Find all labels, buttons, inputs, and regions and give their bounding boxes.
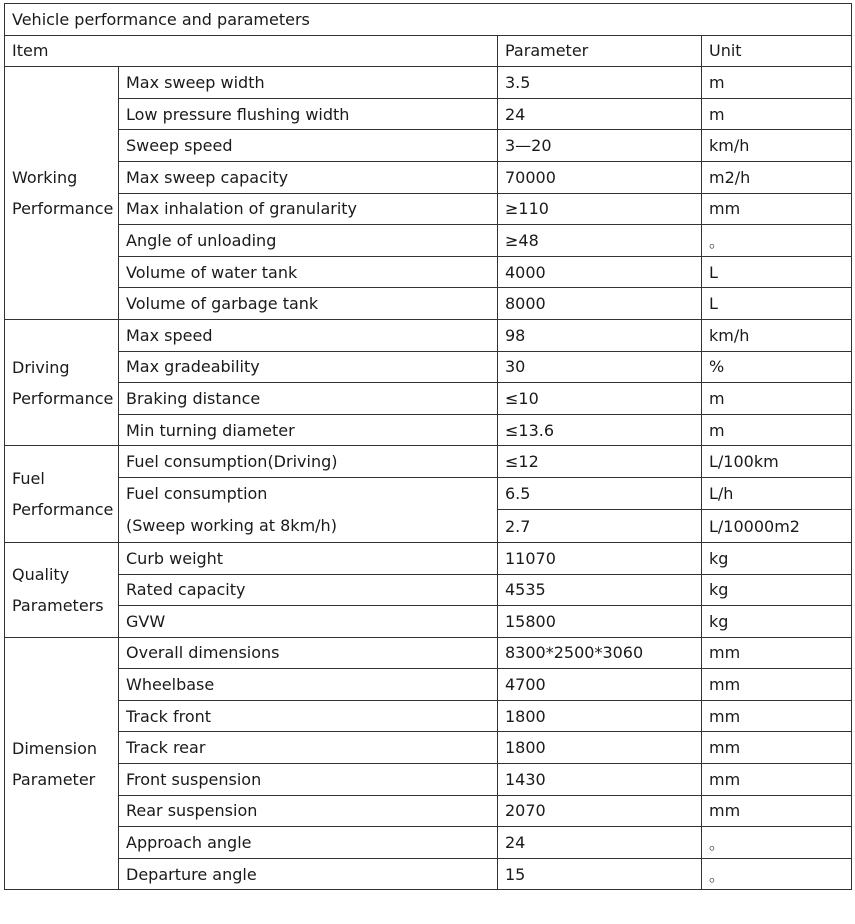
parameter-value: 8300*2500*3060 [498,637,702,669]
parameter-value: 3.5 [498,67,702,99]
header-parameter: Parameter [498,35,702,67]
parameter-value: 24 [498,98,702,130]
unit-value: mm [702,795,852,827]
parameter-value: 11070 [498,542,702,574]
item-label: Departure angle [119,858,498,890]
table-row [5,319,852,351]
table-row [5,130,852,162]
parameter-value: 24 [498,827,702,859]
table-row [5,827,852,859]
table-row [5,161,852,193]
table-row [5,446,852,478]
item-label: Overall dimensions [119,637,498,669]
table-row [5,477,852,510]
parameter-value: ≤12 [498,446,702,478]
table-row [5,858,852,890]
table-title: Vehicle performance and parameters [5,4,852,36]
item-label: Max inhalation of granularity [119,193,498,225]
item-label: Max sweep width [119,67,498,99]
title-row [5,4,852,36]
unit-value: % [702,351,852,383]
group-name-line: Dimension [12,738,98,758]
item-label: Sweep speed [119,130,498,162]
parameter-value: 1430 [498,764,702,796]
item-label: Fuel consumption(Driving) [119,446,498,478]
table-row [5,256,852,288]
unit-value: mm [702,764,852,796]
group-name [5,319,119,445]
parameter-value: ≥48 [498,225,702,257]
unit-value: km/h [702,130,852,162]
group-name-line: Working [12,168,78,188]
group-name [5,542,119,637]
unit-value: L/h [702,477,852,510]
group-name-line: Parameters [12,595,104,615]
table-row [5,288,852,320]
parameter-value: ≥110 [498,193,702,225]
unit-value: m [702,67,852,99]
unit-value: m [702,98,852,130]
unit-value: L [702,288,852,320]
header-unit: Unit [702,35,852,67]
parameter-value: 6.5 [498,477,702,510]
group-name-line: Performance [12,500,114,520]
unit-value: km/h [702,319,852,351]
unit-value: mm [702,732,852,764]
parameter-value: 8000 [498,288,702,320]
header-item: Item [5,35,498,67]
table-row [5,414,852,446]
parameter-value: 4535 [498,574,702,606]
parameter-value: 1800 [498,700,702,732]
item-label: Max sweep capacity [119,161,498,193]
item-label: Track front [119,700,498,732]
group-name-line: Parameter [12,769,96,789]
table-row [5,764,852,796]
group-name-line: Driving [12,357,70,377]
unit-value: 。 [702,858,852,890]
item-label [119,477,498,542]
item-label: Approach angle [119,827,498,859]
parameter-value: 1800 [498,732,702,764]
item-label: Volume of garbage tank [119,288,498,320]
unit-value: L/10000m2 [702,510,852,543]
table-row [5,795,852,827]
item-label: Front suspension [119,764,498,796]
group-name [5,67,119,320]
item-label: Max speed [119,319,498,351]
table-row [5,732,852,764]
table-row [5,542,852,574]
parameter-value: 15800 [498,606,702,638]
table-row [5,351,852,383]
parameter-value: 2070 [498,795,702,827]
item-label: Angle of unloading [119,225,498,257]
item-label: Wheelbase [119,669,498,701]
group-name-line: Quality [12,564,70,584]
parameter-value: 3—20 [498,130,702,162]
parameter-value: 98 [498,319,702,351]
unit-value: 。 [702,225,852,257]
unit-value: m [702,414,852,446]
item-label-line: (Sweep working at 8km/h) [126,515,337,535]
table-row [5,193,852,225]
table-row [5,574,852,606]
parameter-value: ≤13.6 [498,414,702,446]
unit-value: 。 [702,827,852,859]
table-row [5,637,852,669]
item-label: Volume of water tank [119,256,498,288]
unit-value: mm [702,637,852,669]
unit-value: kg [702,606,852,638]
parameter-value: 70000 [498,161,702,193]
table-row [5,700,852,732]
item-label: Braking distance [119,383,498,415]
unit-value: L/100km [702,446,852,478]
spec-table-body [5,4,852,890]
item-label: Rear suspension [119,795,498,827]
parameter-value: ≤10 [498,383,702,415]
group-name-line: Performance [12,388,114,408]
item-label: Curb weight [119,542,498,574]
vehicle-spec-table [4,3,852,890]
item-label-line: Fuel consumption [126,483,268,503]
parameter-value: 15 [498,858,702,890]
table-row [5,669,852,701]
item-label: Low pressure flushing width [119,98,498,130]
unit-value: m2/h [702,161,852,193]
unit-value: L [702,256,852,288]
unit-value: kg [702,574,852,606]
table-row [5,225,852,257]
unit-value: m [702,383,852,415]
item-label: GVW [119,606,498,638]
group-name-line: Performance [12,199,114,219]
item-label: Max gradeability [119,351,498,383]
table-row [5,98,852,130]
item-label: Min turning diameter [119,414,498,446]
unit-value: mm [702,193,852,225]
unit-value: mm [702,700,852,732]
group-name-line: Fuel [12,469,45,489]
table-row [5,606,852,638]
parameter-value: 30 [498,351,702,383]
parameter-value: 4700 [498,669,702,701]
parameter-value: 2.7 [498,510,702,543]
unit-value: kg [702,542,852,574]
table-row [5,67,852,99]
header-row [5,35,852,67]
item-label: Track rear [119,732,498,764]
table-row [5,383,852,415]
group-name [5,637,119,890]
group-name [5,446,119,543]
parameter-value: 4000 [498,256,702,288]
item-label: Rated capacity [119,574,498,606]
unit-value: mm [702,669,852,701]
